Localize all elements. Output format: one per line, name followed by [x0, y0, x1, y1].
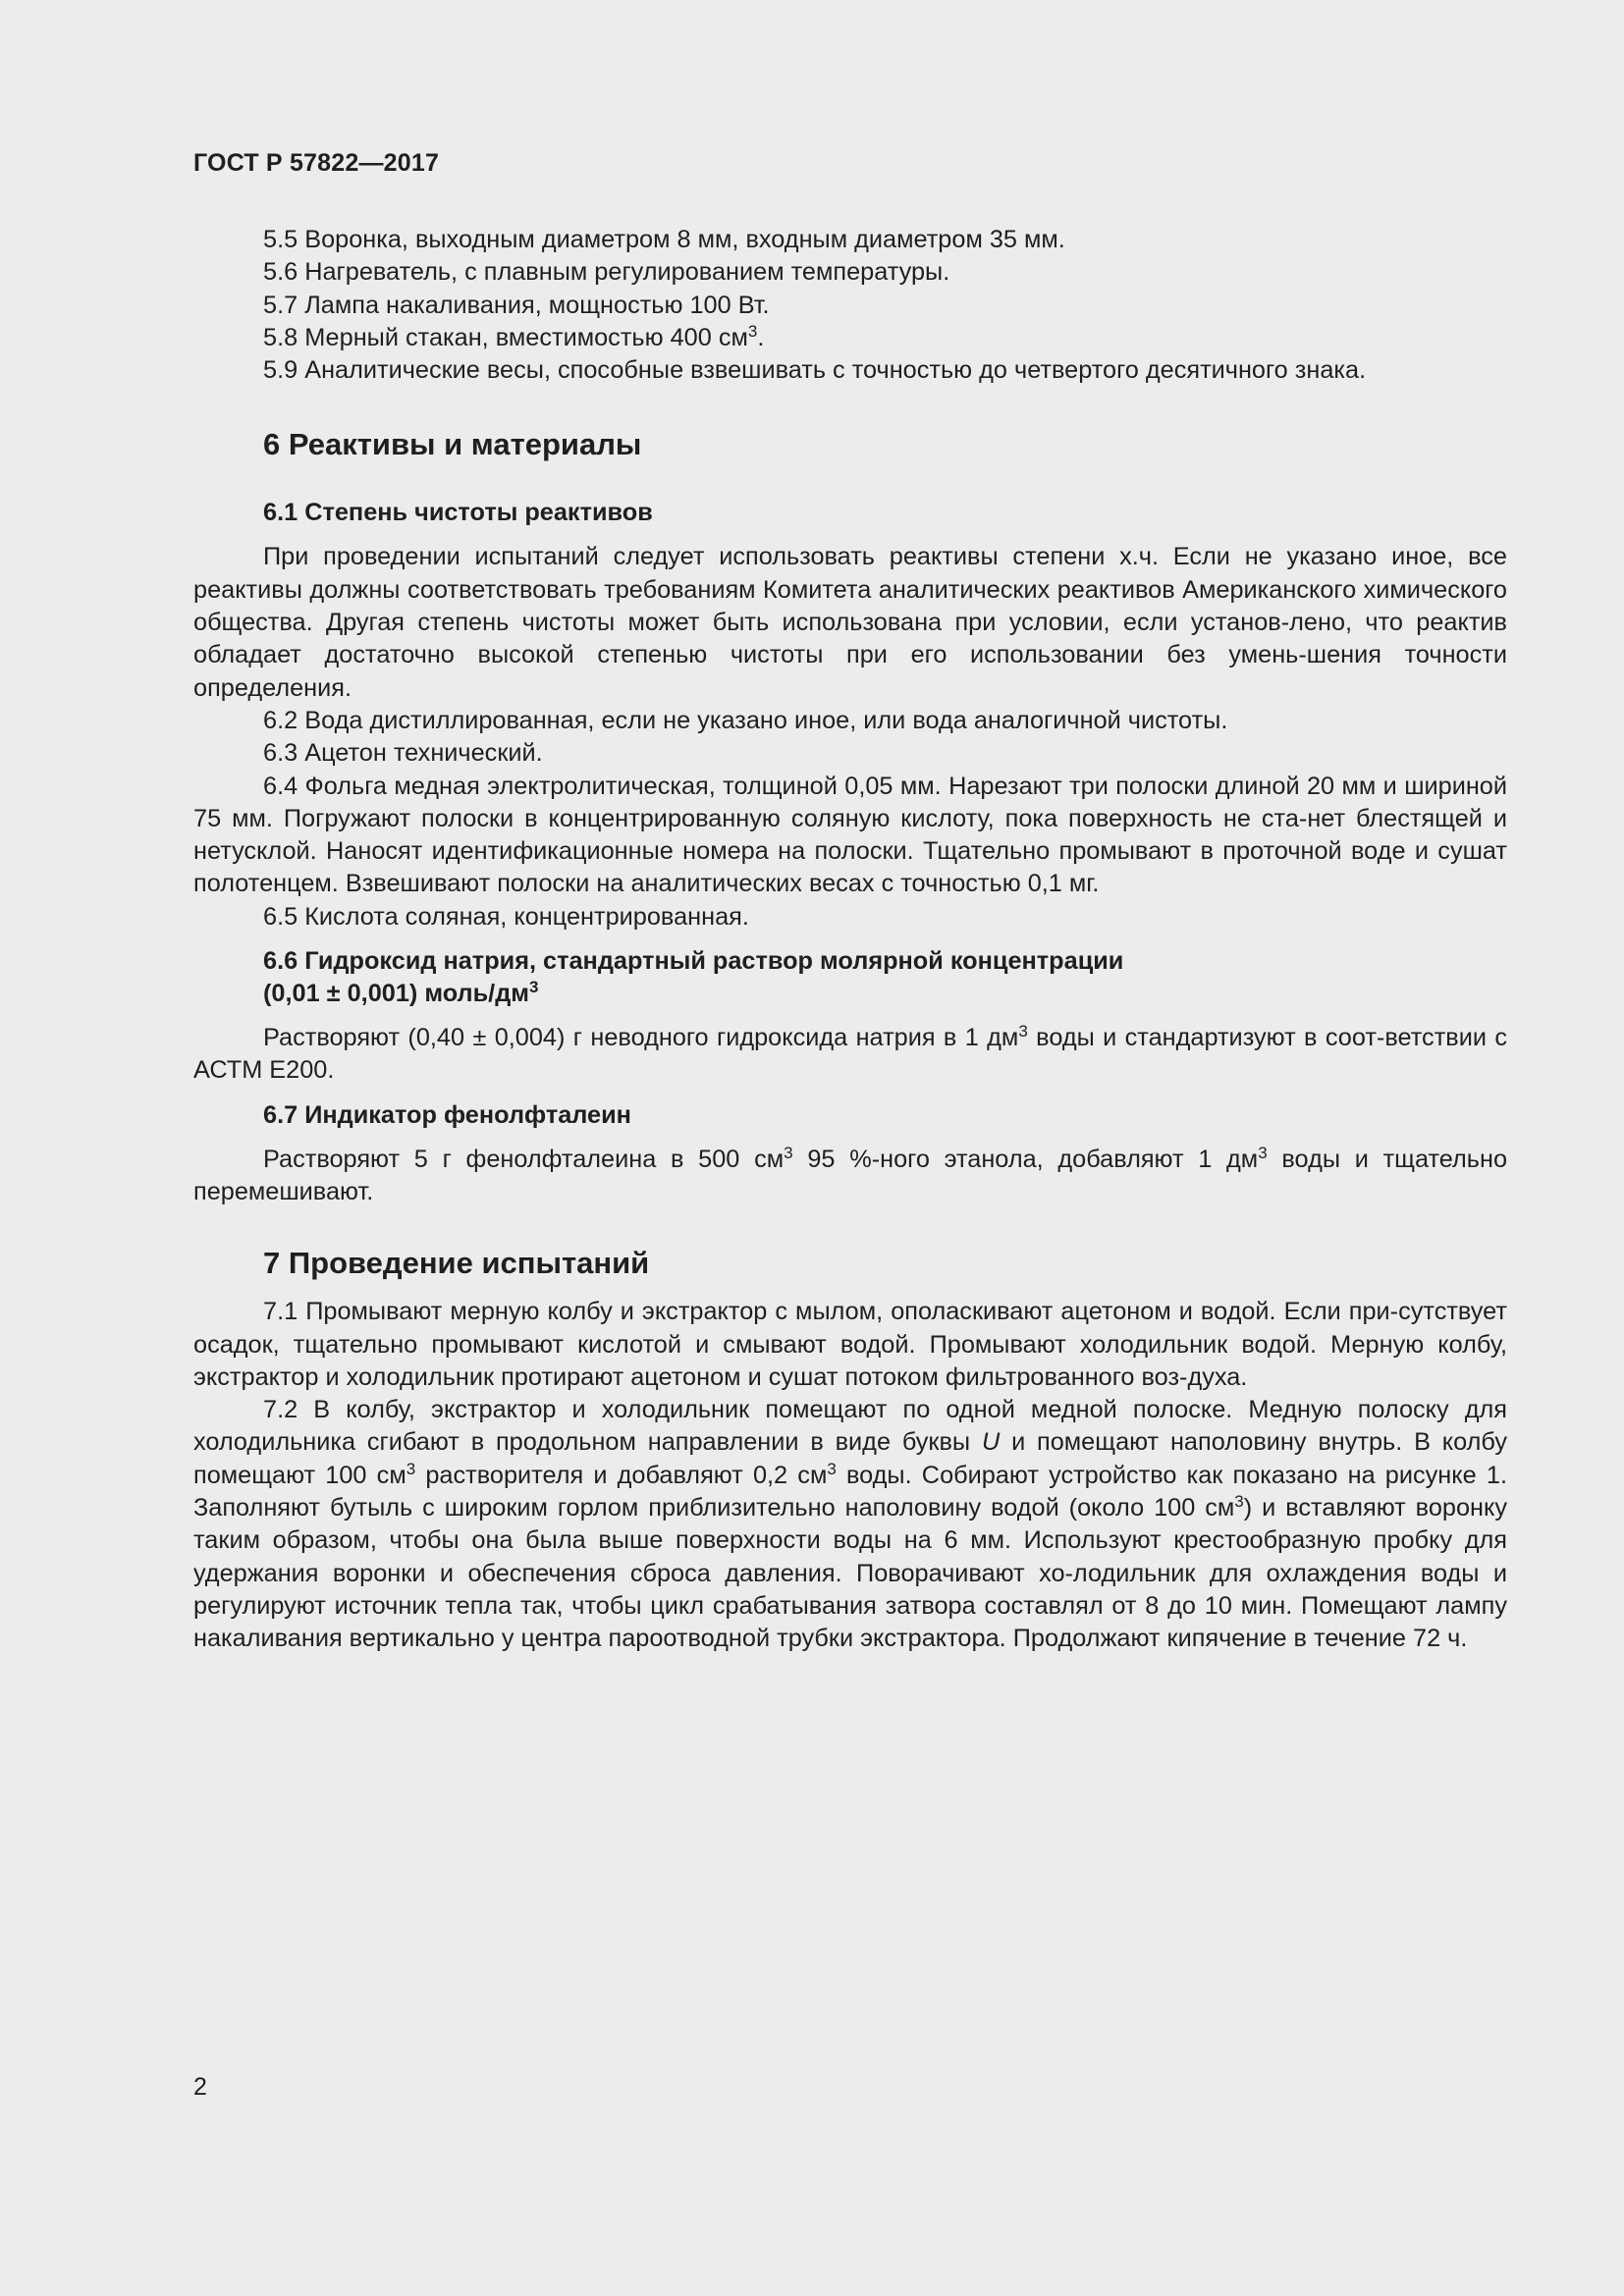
paragraph-7-2: 7.2 В колбу, экстрактор и холодильник помещают по одной медной полоске. Медную полоску для холодильника сгибают в продольном направлении в виде буквы U и помещают наполовину внутрь. В колбу помещают 100 $см^3$ растворителя и добавляют 0,2 $см^3$ воды. Собирают устройство как показано на рисунке 1. Заполняют бутыль с широким горлом приблизительно наполовину водой (около 100 $см^3$) и вставляют воронку таким образом, чтобы она была выше поверхности воды на 6 мм. Используют крестообразную пробку для удержания воронки и обеспечения сброса давления. Поворачивают хо-лодильник для охлаждения воды и регулируют источник тепла так, чтобы цикл срабатывания затвора составлял от 8 до 10 мин. Помещают лампу накаливания вертикально у центра пароотводной трубки экстрактора. Продолжают кипячение в течение 72 ч.: [193, 1396, 1508, 1653]
paragraph-6-2: 6.2 Вода дистиллированная, если не указано иное, или вода аналогичной чистоты.: [263, 706, 1228, 734]
paragraph-7-1: 7.1 Промывают мерную колбу и экстрактор с мылом, ополаскивают ацетоном и водой. Если при-сутствует осадок, тщательно промывают кислотой и смывают водой. Промывают холодильник водой. Мерную колбу, экстрактор и холодильник протирают ацетоном и сушат потоком фильтрованного воз-духа.: [193, 1298, 1507, 1391]
paragraph-6-4: 6.4 Фольга медная электролитическая, толщиной 0,05 мм. Нарезают три полоски длиной 20 мм и шириной 75 мм. Погружают полоски в концентрированную соляную кислоту, пока поверхность не ста-нет блестящей и нетусклой. Наносят идентификационные номера на полоски. Тщательно промывают в проточной воде и сушат полотенцем. Взвешивают полоски на аналитических весах с точностью 0,1 мг.: [193, 772, 1507, 898]
subsection-heading-6-6: 6.6 Гидроксид натрия, стандартный раствор молярной концентрации (0,01 ± 0,001) моль/$дм^3$: [263, 947, 1124, 1008]
list-item: 5.5 Воронка, выходным диаметром 8 мм, входным диаметром 35 мм.: [263, 226, 1065, 253]
document-header: ГОСТ Р 57822—2017: [193, 149, 440, 177]
paragraph-6-5: 6.5 Кислота соляная, концентрированная.: [263, 902, 749, 931]
document-body: [193, 224, 1507, 1656]
paragraph-6-7: Растворяют 5 г фенолфталеина в 500 $см^3$ 95 %-ного этанола, добавляют 1 $дм^3$ воды и тщательно перемешивают.: [193, 1143, 1508, 1205]
paragraph-6-1: При проведении испытаний следует использовать реактивы степени х.ч. Если не указано иное, все реактивы должны соответствовать требованиям Комитета аналитических реактивов Американского химического общества. Другая степень чистоты может быть использована при условии, если установ-лено, что реактив обладает достаточно высокой степенью чистоты при его использовании без умень-шения точности определения.: [193, 543, 1507, 702]
paragraph-6-3: 6.3 Ацетон технический.: [263, 739, 543, 768]
subsection-heading-6-7: 6.7 Индикатор фенолфталеин: [263, 1100, 631, 1129]
page-number: 2: [193, 2073, 207, 2101]
section-heading-6: 6 Реактивы и материалы: [263, 427, 642, 462]
paragraph-6-6: Растворяют (0,40 ± 0,004) г неводного гидроксида натрия в 1 $дм^3$ воды и стандартизуют в соот-ветствии с АСТМ Е200.: [193, 1022, 1507, 1085]
list-item: 5.8 Мерный стакан, вместимостью 400 $см^3$.: [263, 321, 765, 351]
list-item: 5.6 Нагреватель, с плавным регулированием температуры.: [263, 258, 950, 287]
equipment-list: [193, 224, 1507, 387]
subsection-heading-6-1: 6.1 Степень чистоты реактивов: [263, 499, 653, 527]
list-item: 5.7 Лампа накаливания, мощностью 100 Вт.: [263, 291, 770, 319]
section-heading-7: 7 Проведение испытаний: [263, 1246, 650, 1281]
list-item: 5.9 Аналитические весы, способные взвешивать с точностью до четвертого десятичного знака.: [263, 356, 1367, 385]
